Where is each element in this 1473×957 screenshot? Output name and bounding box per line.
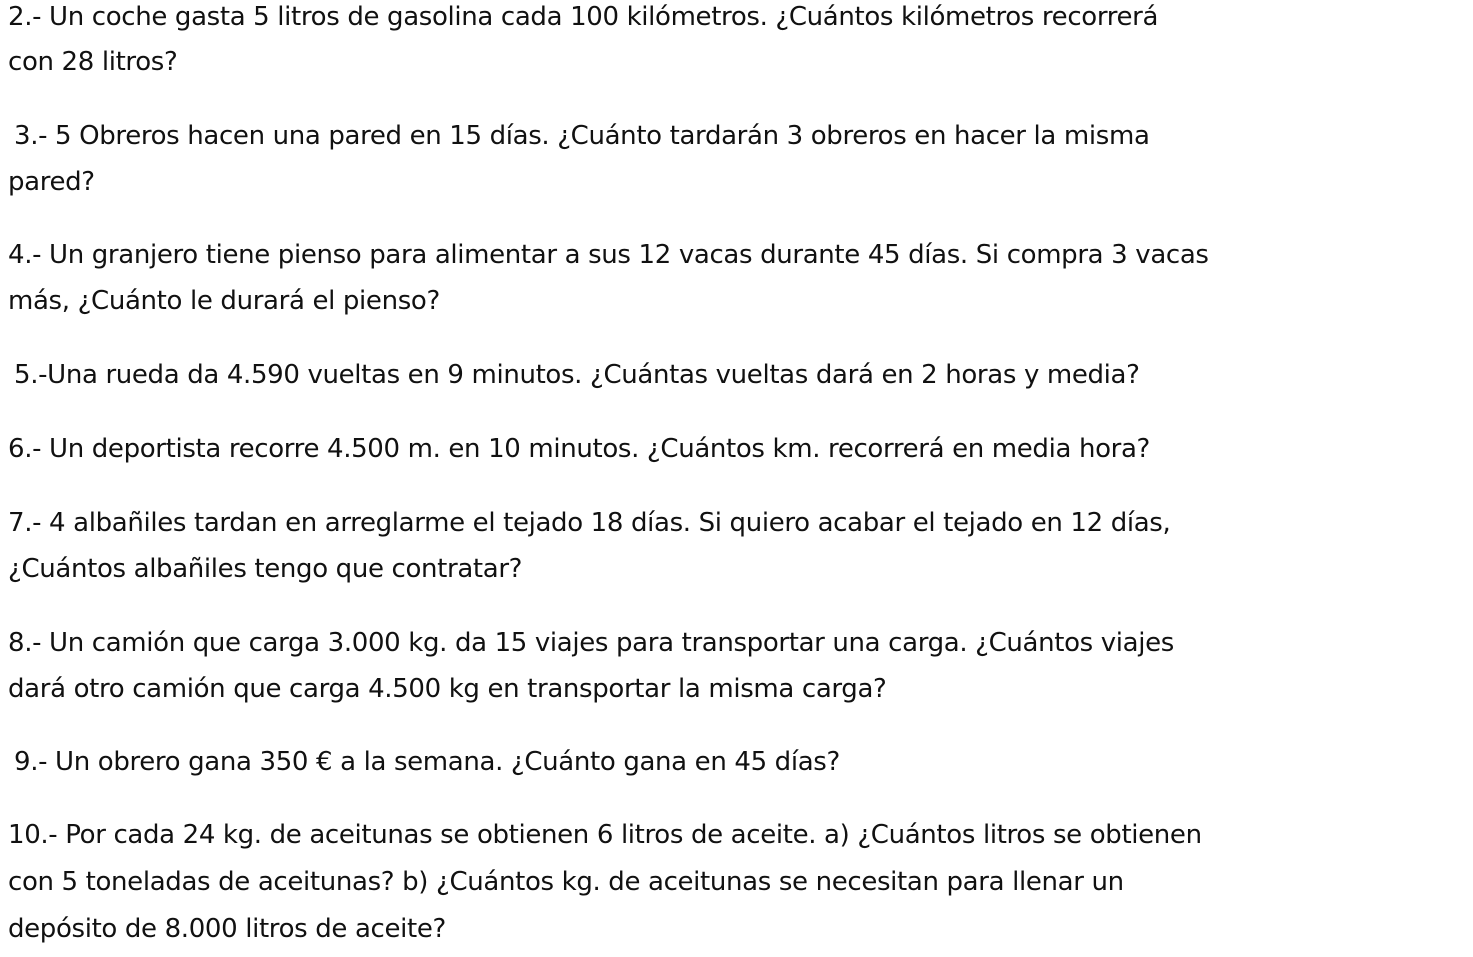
problem-8-line-2: dará otro camión que carga 4.500 kg en transportar la misma carga? [8,674,887,704]
problem-4-line-2: más, ¿Cuánto le durará el pienso? [8,286,440,316]
problem-3-line-1: 3.- 5 Obreros hacen una pared en 15 días. ¿Cuánto tardarán 3 obreros en hacer la misma [14,121,1150,151]
problem-10-line-2: con 5 toneladas de aceitunas? b) ¿Cuántos kg. de aceitunas se necesitan para llenar un [8,867,1124,897]
problem-7-line-1: 7.- 4 albañiles tardan en arreglarme el tejado 18 días. Si quiero acabar el tejado en 12 días, [8,508,1171,538]
problem-3-line-2: pared? [8,167,95,197]
problem-5-line-1: 5.-Una rueda da 4.590 vueltas en 9 minutos. ¿Cuántas vueltas dará en 2 horas y media? [14,360,1140,390]
problem-8-line-1: 8.- Un camión que carga 3.000 kg. da 15 viajes para transportar una carga. ¿Cuántos viajes [8,628,1174,658]
problem-10-line-3: depósito de 8.000 litros de aceite? [8,914,446,944]
problem-9-line-1: 9.- Un obrero gana 350 € a la semana. ¿Cuánto gana en 45 días? [14,747,840,777]
problem-4-line-1: 4.- Un granjero tiene pienso para alimentar a sus 12 vacas durante 45 días. Si compra 3 vacas [8,240,1209,270]
problem-6-line-1: 6.- Un deportista recorre 4.500 m. en 10 minutos. ¿Cuántos km. recorrerá en media hora? [8,434,1151,464]
problem-7-line-2: ¿Cuántos albañiles tengo que contratar? [8,554,523,584]
problem-10-line-1: 10.- Por cada 24 kg. de aceitunas se obtienen 6 litros de aceite. a) ¿Cuántos litros se obtienen [8,820,1202,850]
problem-2-line-2: con 28 litros? [8,47,178,77]
problem-2-line-1: 2.- Un coche gasta 5 litros de gasolina cada 100 kilómetros. ¿Cuántos kilómetros recorrerá [8,2,1159,32]
